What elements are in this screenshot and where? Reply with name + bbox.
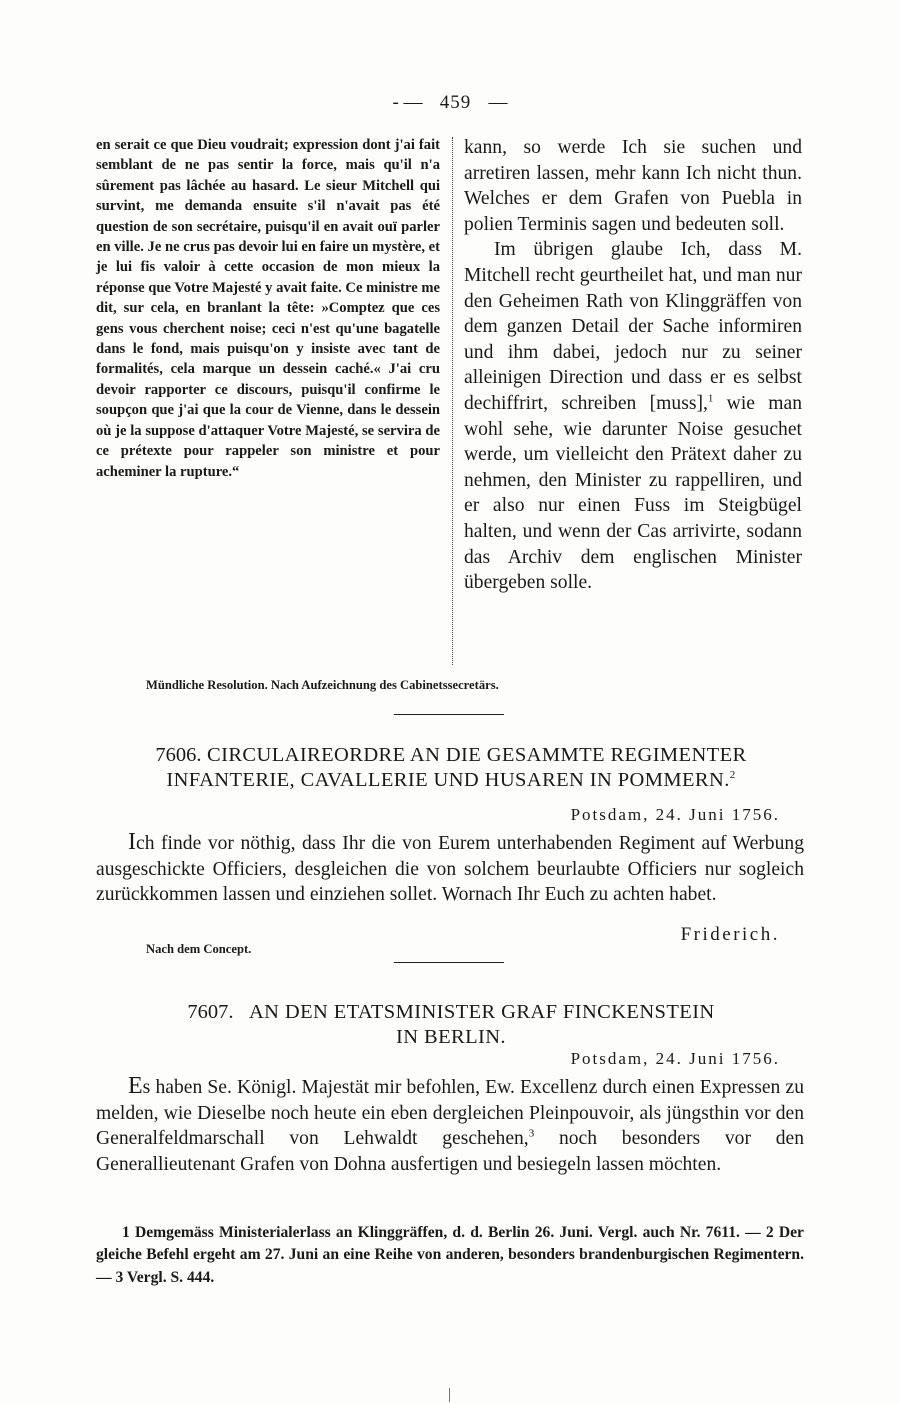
- footnote-ref-1: 1: [707, 392, 714, 405]
- document-7606-text: ch finde vor nöthig, dass Ihr die von Eurem unterhabenden Regiment auf Werbung ausgeschickte Officiers, desgleichen die von solchem beurlaubte Officiers nur sogleich zurückkommen lassen und einziehen sollet. Wornach Ihr Euch zu achten habet.: [96, 833, 804, 906]
- document-7606-title: [96, 743, 806, 793]
- scan-edge-mark: [449, 1388, 450, 1402]
- footnote-mark-3: 3: [115, 1268, 124, 1286]
- concept-note: Nach dem Concept.: [146, 942, 252, 956]
- footnote-mark-1: 1: [122, 1224, 130, 1241]
- footnote-ref-2: 2: [729, 769, 736, 782]
- left-column-text: en serait ce que Dieu voudrait; expression dont j'ai fait semblant de ne pas sentir la force, mais qu'il n'a sûrement pas lâchée au hasard. Le sieur Mitchell qui survint, me demanda ensuite s'il n'avait pas été question de son secrétaire, puisqu'il en avait ouï parler en ville. Je ne crus pas devoir lui en faire un mystère, et je lui fis valoir à cette occasion de mon mieux la réponse que Votre Majesté y avait faite. Ce ministre me dit, sur cela, en branlant la tête: »Comptez que ces gens vous cherchent noise; ceci n'est qu'une bagatelle dans le fond, mais puisqu'on y insiste avec tant de formalités, cela marque un dessein caché.« J'ai cru devoir rapporter ce discours, puisqu'il confirme le soupçon que j'ai que la cour de Vienne, dans le dessein où je la suppose d'attaquer Votre Majesté, se servira de ce prétexte pour rappeler son ministre et pour acheminer la rupture.“: [96, 137, 440, 480]
- footnote-ref-3: 3: [528, 1127, 535, 1140]
- document-7607-title: [96, 1000, 806, 1050]
- page-number: 459: [439, 92, 472, 113]
- section-divider: [394, 962, 504, 963]
- footnote-1: Demgemäss Ministerialerlass an Klinggräffen, d. d. Berlin 26. Juni. Vergl. auch Nr. 7611. —: [129, 1224, 766, 1241]
- section-divider: [394, 714, 504, 715]
- footnote-3: Vergl. S. 444.: [123, 1268, 215, 1286]
- title-line-2: INFANTERIE, CAVALLERIE UND HUSAREN IN POMMERN.$^2$: [166, 769, 736, 791]
- title-line-2: IN BERLIN.: [396, 1026, 506, 1048]
- initial-letter: E: [128, 1073, 143, 1099]
- header-left-dashes: - —: [392, 92, 423, 113]
- source-note: Mündliche Resolution. Nach Aufzeichnung des Cabinetssecretärs.: [146, 678, 499, 692]
- document-number: 7606.: [155, 744, 202, 766]
- right-column-paragraph-1: kann, so werde Ich sie suchen und arretiren lassen, mehr kann Ich nicht thun. Welches er dem Grafen von Puebla in polien Terminis sagen und bedeuten soll.: [464, 137, 802, 235]
- right-column-paragraph-2: Im übrigen glaube Ich, dass M. Mitchell recht geurtheilet hat, und man nur den Geheimen Rath von Klinggräffen von dem ganzen Detail der Sache informiren und ihm dabei, jedoch nur zu seiner alleinigen Direction und dass er es selbst dechiffrirt, schreiben [muss],$^1$ wie man wohl sehe, wie darunter Noise gesuchet werde, um vielleicht den Prätext daher zu nehmen, den Minister zu rappelliren, und er also nur einen Fuss im Steigbügel halten, und wenn der Cas arrivirte, sodann das Archiv dem englischen Minister übergeben solle.: [464, 239, 802, 594]
- footnote-mark-2: 2: [765, 1224, 774, 1241]
- document-7607-body: Es haben Se. Königl. Majestät mir befohlen, Ew. Excellenz durch einen Expressen zu melden, wie Dieselbe noch heute ein eben dergleichen Pleinpouvoir, als jüngsthin vor den Generalfeldmarschall von Lehwaldt geschehen,$^3$ noch besonders vor den Generallieutenant Grafen von Dohna ausfertigen und besiegeln lassen möchten.: [96, 1073, 804, 1175]
- document-number: 7607.: [187, 1001, 234, 1023]
- document-7606-body: [96, 830, 804, 908]
- title-line-1: 7607. AN DEN ETATSMINISTER GRAF FINCKENSTEIN: [187, 1001, 715, 1023]
- page-header: [0, 92, 900, 114]
- title-line-1: 7606. CIRCULAIREORDRE AN DIE GESAMMTE REGIMENTER: [155, 744, 747, 766]
- column-divider: [452, 137, 453, 665]
- left-column: [96, 135, 440, 482]
- dateline-7606: Potsdam, 24. Juni 1756.: [570, 805, 780, 824]
- header-right-dash: —: [488, 92, 508, 113]
- right-column: [464, 135, 802, 596]
- dateline-7607: Potsdam, 24. Juni 1756.: [570, 1049, 780, 1068]
- footnote-2: Der gleiche Befehl ergeht am 27. Juni an eine Reihe von anderen, besonders brandenburgischen Regimentern. —: [96, 1224, 804, 1286]
- footnotes: [96, 1222, 804, 1289]
- signature: Friderich.: [680, 924, 780, 945]
- initial-letter: I: [128, 829, 136, 855]
